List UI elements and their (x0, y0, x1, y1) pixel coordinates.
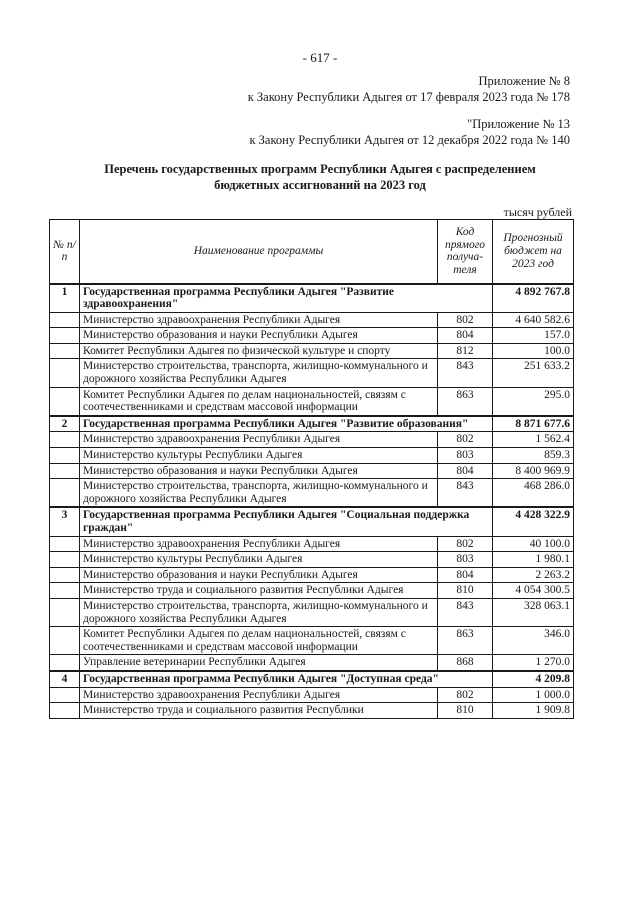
document-title (60, 161, 580, 193)
row-number-cell (50, 359, 80, 387)
row-number-cell (50, 552, 80, 568)
recipient-amount: 1 980.1 (493, 552, 574, 568)
program-name: Государственная программа Республики Адыгея "Развитие здравоохранения" (80, 284, 493, 313)
header-name: Наименование программы (80, 220, 438, 284)
program-amount: 8 871 677.6 (493, 416, 574, 432)
row-number-cell (50, 536, 80, 552)
table-row (50, 567, 574, 583)
recipient-name: Министерство образования и науки Республики Адыгея (80, 567, 438, 583)
row-number-cell (50, 583, 80, 599)
row-number-cell (50, 703, 80, 719)
program-name: Государственная программа Республики Адыгея "Социальная поддержка граждан" (80, 507, 493, 536)
annex-current-number: Приложение № 8 (478, 74, 570, 88)
recipient-name: Министерство здравоохранения Республики Адыгея (80, 432, 438, 448)
table-row (50, 359, 574, 387)
row-number-cell (50, 387, 80, 416)
row-number-cell (50, 567, 80, 583)
program-number: 4 (50, 671, 80, 687)
recipient-code: 868 (438, 655, 493, 671)
recipient-name: Министерство образования и науки Республики Адыгея (80, 328, 438, 344)
annex-previous (249, 116, 570, 148)
recipient-name: Комитет Республики Адыгея по делам национальностей, связям с соотечественниками и средствам массовой информации (80, 627, 438, 655)
row-number-cell (50, 687, 80, 703)
program-amount: 4 209.8 (493, 671, 574, 687)
recipient-name: Министерство здравоохранения Республики Адыгея (80, 312, 438, 328)
header-code: Код прямого получа- теля (438, 220, 493, 284)
table-row (50, 598, 574, 626)
recipient-code: 804 (438, 567, 493, 583)
row-number-cell (50, 312, 80, 328)
page-number: - 617 - (302, 50, 338, 65)
program-number: 2 (50, 416, 80, 432)
recipient-name: Министерство труда и социального развития Республики Адыгея (80, 583, 438, 599)
row-number-cell (50, 598, 80, 626)
recipient-name: Министерство образования и науки Республики Адыгея (80, 463, 438, 479)
recipient-code: 843 (438, 359, 493, 387)
recipient-code: 802 (438, 432, 493, 448)
recipient-amount: 4 640 582.6 (493, 312, 574, 328)
program-row (50, 671, 574, 687)
table-row (50, 387, 574, 416)
row-number-cell (50, 448, 80, 464)
row-number-cell (50, 627, 80, 655)
header-num: № п/п (50, 220, 80, 284)
recipient-name: Министерство строительства, транспорта, жилищно-коммунального и дорожного хозяйства Республики Адыгея (80, 598, 438, 626)
recipient-name: Комитет Республики Адыгея по делам национальностей, связям с соотечественниками и средствам массовой информации (80, 387, 438, 416)
recipient-name: Министерство здравоохранения Республики Адыгея (80, 687, 438, 703)
header-amount: Прогнозный бюджет на 2023 год (493, 220, 574, 284)
row-number-cell (50, 463, 80, 479)
row-number-cell (50, 432, 80, 448)
recipient-amount: 4 054 300.5 (493, 583, 574, 599)
table-row (50, 627, 574, 655)
table-row (50, 552, 574, 568)
annex-current-law: к Закону Республики Адыгея от 17 февраля 2023 года № 178 (247, 90, 570, 104)
recipient-name: Комитет Республики Адыгея по физической культуре и спорту (80, 343, 438, 359)
document-title-line2: бюджетных ассигнований на 2023 год (214, 178, 426, 192)
table-row (50, 536, 574, 552)
programs-table (49, 219, 574, 719)
table-row (50, 432, 574, 448)
table-row (50, 479, 574, 508)
table-row (50, 343, 574, 359)
recipient-amount: 295.0 (493, 387, 574, 416)
program-number: 1 (50, 284, 80, 313)
recipient-code: 810 (438, 703, 493, 719)
recipient-amount: 2 263.2 (493, 567, 574, 583)
program-row (50, 284, 574, 313)
recipient-name: Министерство культуры Республики Адыгея (80, 552, 438, 568)
table-row (50, 448, 574, 464)
recipient-amount: 1 909.8 (493, 703, 574, 719)
recipient-amount: 1 000.0 (493, 687, 574, 703)
recipient-code: 810 (438, 583, 493, 599)
recipient-name: Министерство здравоохранения Республики Адыгея (80, 536, 438, 552)
recipient-name: Министерство труда и социального развития Республики (80, 703, 438, 719)
program-amount: 4 428 322.9 (493, 507, 574, 536)
recipient-amount: 1 562.4 (493, 432, 574, 448)
recipient-amount: 100.0 (493, 343, 574, 359)
program-amount: 4 892 767.8 (493, 284, 574, 313)
recipient-amount: 1 270.0 (493, 655, 574, 671)
recipient-name: Управление ветеринарии Республики Адыгея (80, 655, 438, 671)
recipient-amount: 40 100.0 (493, 536, 574, 552)
recipient-code: 803 (438, 552, 493, 568)
recipient-code: 804 (438, 463, 493, 479)
table-row (50, 583, 574, 599)
program-name: Государственная программа Республики Адыгея "Доступная среда" (80, 671, 493, 687)
row-number-cell (50, 479, 80, 508)
row-number-cell (50, 343, 80, 359)
table-row (50, 312, 574, 328)
table-row (50, 655, 574, 671)
recipient-name: Министерство строительства, транспорта, жилищно-коммунального и дорожного хозяйства Республики Адыгея (80, 479, 438, 508)
row-number-cell (50, 655, 80, 671)
recipient-code: 803 (438, 448, 493, 464)
annex-previous-law: к Закону Республики Адыгея от 12 декабря 2022 года № 140 (249, 133, 570, 147)
annex-current (248, 73, 570, 105)
table-header-row (50, 220, 574, 284)
program-number: 3 (50, 507, 80, 536)
recipient-code: 843 (438, 598, 493, 626)
recipient-code: 804 (438, 328, 493, 344)
recipient-code: 812 (438, 343, 493, 359)
recipient-amount: 328 063.1 (493, 598, 574, 626)
program-row (50, 416, 574, 432)
annex-previous-number: "Приложение № 13 (467, 117, 570, 131)
program-row (50, 507, 574, 536)
table-row (50, 687, 574, 703)
recipient-amount: 157.0 (493, 328, 574, 344)
document-title-line1: Перечень государственных программ Республики Адыгея с распределением (104, 162, 536, 176)
row-number-cell (50, 328, 80, 344)
table-body (50, 284, 574, 719)
recipient-name: Министерство строительства, транспорта, жилищно-коммунального и дорожного хозяйства Республики Адыгея (80, 359, 438, 387)
recipient-code: 843 (438, 479, 493, 508)
recipient-name: Министерство культуры Республики Адыгея (80, 448, 438, 464)
recipient-code: 863 (438, 387, 493, 416)
program-name: Государственная программа Республики Адыгея "Развитие образования" (80, 416, 493, 432)
table-row (50, 463, 574, 479)
recipient-amount: 251 633.2 (493, 359, 574, 387)
recipient-amount: 346.0 (493, 627, 574, 655)
units-label: тысяч рублей (503, 205, 572, 219)
recipient-code: 802 (438, 312, 493, 328)
table-row (50, 328, 574, 344)
recipient-code: 802 (438, 536, 493, 552)
recipient-code: 863 (438, 627, 493, 655)
recipient-amount: 468 286.0 (493, 479, 574, 508)
recipient-amount: 8 400 969.9 (493, 463, 574, 479)
recipient-amount: 859.3 (493, 448, 574, 464)
table-row (50, 703, 574, 719)
recipient-code: 802 (438, 687, 493, 703)
